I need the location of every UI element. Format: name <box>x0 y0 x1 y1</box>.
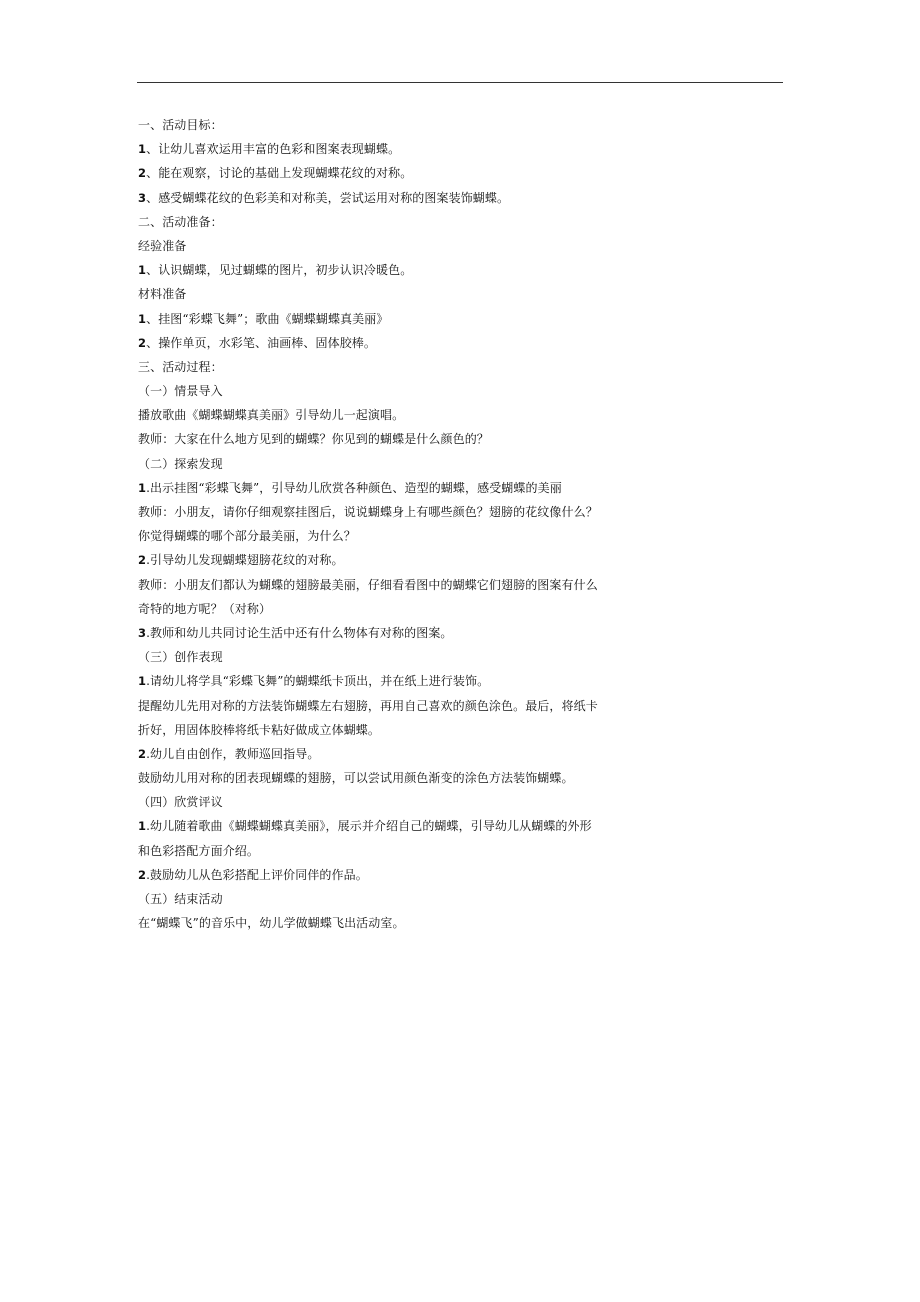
text-line <box>138 597 788 621</box>
item-number: 2 <box>138 746 147 761</box>
item-number: 1 <box>138 142 147 157</box>
header-rule <box>137 82 783 83</box>
text-line <box>138 161 788 185</box>
text-line <box>138 186 788 210</box>
line-text: 三、活动过程： <box>138 359 223 374</box>
line-text: 提醒幼儿先用对称的方法装饰蝴蝶左右翅膀，再用自己喜欢的颜色涂色。最后，将纸卡 <box>138 698 598 713</box>
text-line <box>138 911 788 935</box>
item-number: 1 <box>138 311 147 326</box>
line-text: 折好，用固体胶棒将纸卡粘好做成立体蝴蝶。 <box>138 722 381 737</box>
line-text: 播放歌曲《蝴蝶蝴蝶真美丽》引导幼儿一起演唱。 <box>138 408 405 423</box>
text-line <box>138 476 788 500</box>
line-text: （三）创作表现 <box>138 650 223 665</box>
item-number: 3 <box>138 625 147 640</box>
line-text: .幼儿自由创作，教师巡回指导。 <box>146 746 320 761</box>
line-text: 鼓励幼儿用对称的团表现蝴蝶的翅膀，可以尝试用颜色渐变的涂色方法装饰蝴蝶。 <box>138 771 574 786</box>
line-text: 在“蝴蝶飞”的音乐中，幼儿学做蝴蝶飞出活动室。 <box>138 916 405 931</box>
text-line <box>138 766 788 790</box>
text-line <box>138 573 788 597</box>
line-text: .幼儿随着歌曲《蝴蝶蝴蝶真美丽》，展示并介绍自己的蝴蝶，引导幼儿从蝴蝶的外形 <box>146 819 592 834</box>
text-line <box>138 258 788 282</box>
line-text: 材料准备 <box>138 287 187 302</box>
line-text: .请幼儿将学具“彩蝶飞舞”的蝴蝶纸卡顶出，并在纸上进行装饰。 <box>146 674 490 689</box>
text-line <box>138 694 788 718</box>
text-line <box>138 863 788 887</box>
text-line <box>138 814 788 838</box>
text-line <box>138 427 788 451</box>
text-line <box>138 645 788 669</box>
text-line <box>138 548 788 572</box>
text-line <box>138 742 788 766</box>
text-line <box>138 282 788 306</box>
text-line <box>138 331 788 355</box>
line-text: 、认识蝴蝶，见过蝴蝶的图片，初步认识冷暖色。 <box>146 263 413 278</box>
line-text: .引导幼儿发现蝴蝶翅膀花纹的对称。 <box>146 553 344 568</box>
line-text: 经验准备 <box>138 238 187 253</box>
text-line <box>138 113 788 137</box>
line-text: .教师和幼儿共同讨论生活中还有什么物体有对称的图案。 <box>146 625 453 640</box>
line-text: 你觉得蝴蝶的哪个部分最美丽，为什么？ <box>138 529 356 544</box>
line-text: （二）探索发现 <box>138 456 223 471</box>
text-line <box>138 234 788 258</box>
line-text: 、感受蝴蝶花纹的色彩美和对称美，尝试运用对称的图案装饰蝴蝶。 <box>146 190 510 205</box>
text-line <box>138 500 788 524</box>
line-text: 教师：小朋友们都认为蝴蝶的翅膀最美丽，仔细看看图中的蝴蝶它们翅膀的图案有什么 <box>138 577 598 592</box>
text-line <box>138 452 788 476</box>
text-line <box>138 355 788 379</box>
item-number: 3 <box>138 190 147 205</box>
text-line <box>138 887 788 911</box>
line-text: （四）欣赏评议 <box>138 795 223 810</box>
line-text: .鼓励幼儿从色彩搭配上评价同伴的作品。 <box>146 867 368 882</box>
item-number: 2 <box>138 867 147 882</box>
line-text: 教师：大家在什么地方见到的蝴蝶？你见到的蝴蝶是什么颜色的？ <box>138 432 489 447</box>
text-line <box>138 379 788 403</box>
line-text: .出示挂图“彩蝶飞舞”，引导幼儿欣赏各种颜色、造型的蝴蝶，感受蝴蝶的美丽 <box>146 480 562 495</box>
item-number: 1 <box>138 263 147 278</box>
line-text: 、挂图“彩蝶飞舞”；歌曲《蝴蝶蝴蝶真美丽》 <box>146 311 389 326</box>
text-line <box>138 403 788 427</box>
text-line <box>138 790 788 814</box>
text-line <box>138 621 788 645</box>
line-text: （五）结束活动 <box>138 892 223 906</box>
item-number: 1 <box>138 819 147 834</box>
item-number: 1 <box>138 674 147 689</box>
item-number: 2 <box>138 553 147 568</box>
text-line <box>138 839 788 863</box>
text-line <box>138 669 788 693</box>
item-number: 2 <box>138 335 147 350</box>
line-text: 、让幼儿喜欢运用丰富的色彩和图案表现蝴蝶。 <box>146 142 401 157</box>
item-number: 1 <box>138 480 147 495</box>
document-body <box>138 113 788 935</box>
text-line <box>138 524 788 548</box>
line-text: 教师：小朋友，请你仔细观察挂图后，说说蝴蝶身上有哪些颜色？翅膀的花纹像什么？ <box>138 505 598 519</box>
text-line <box>138 718 788 742</box>
line-text: （一）情景导入 <box>138 384 223 399</box>
text-line <box>138 307 788 331</box>
line-text: 二、活动准备： <box>138 214 223 229</box>
line-text: 、操作单页，水彩笔、油画棒、固体胶棒。 <box>146 335 377 350</box>
text-line <box>138 210 788 234</box>
line-text: 奇特的地方呢？（对称） <box>138 601 272 616</box>
text-line <box>138 137 788 161</box>
item-number: 2 <box>138 166 147 181</box>
line-text: 、能在观察，讨论的基础上发现蝴蝶花纹的对称。 <box>146 166 413 181</box>
line-text: 和色彩搭配方面介绍。 <box>138 843 260 858</box>
line-text: 一、活动目标： <box>138 118 223 132</box>
